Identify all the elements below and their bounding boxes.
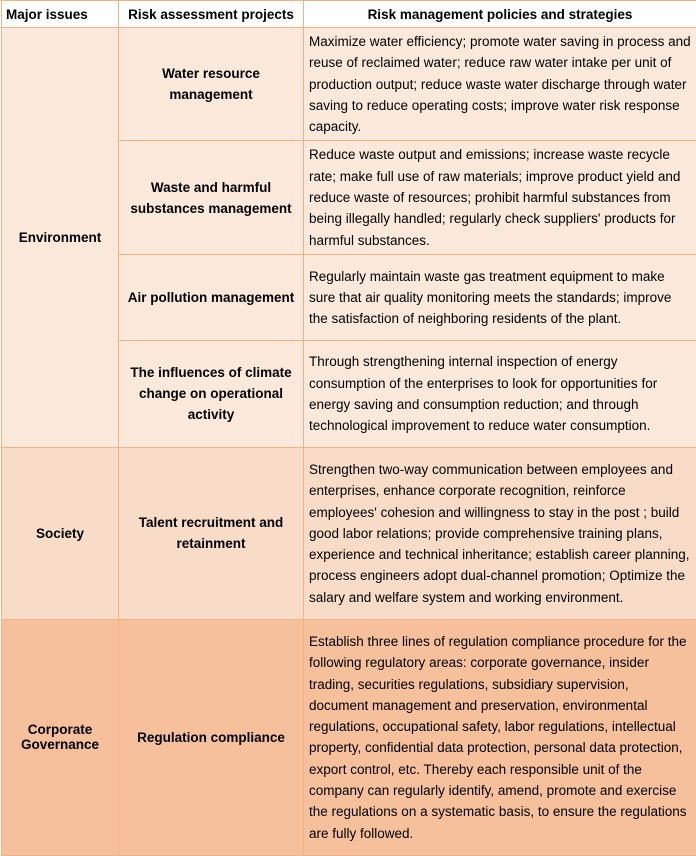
table-row <box>2 619 696 855</box>
table-row <box>2 447 696 619</box>
header-risk-projects: Risk assessment projects <box>119 1 304 28</box>
issue-corporate-governance: Corporate Governance <box>2 619 119 855</box>
issue-society: Society <box>2 447 119 619</box>
policy-cell: Through strengthening internal inspection of energy consumption of the enterprises to look for opportunities for energy saving and consumption reduction; and through technological improvement to reduce water consumption. <box>304 340 696 447</box>
table-row <box>2 28 696 141</box>
header-major-issues: Major issues <box>2 1 119 28</box>
header-policies: Risk management policies and strategies <box>304 1 696 28</box>
project-cell: The influences of climate change on operational activity <box>119 340 304 447</box>
project-cell: Regulation compliance <box>119 619 304 855</box>
project-cell: Air pollution management <box>119 254 304 340</box>
policy-cell: Strengthen two-way communication between employees and enterprises, enhance corporate recognition, reinforce employees' cohesion and willingness to stay in the post ; build good labor relations; provide comprehensive training plans, experience and technical inheritance; establish career planning, process engineers adopt dual-channel promotion; Optimize the salary and welfare system and working environment. <box>304 447 696 619</box>
policy-cell: Regularly maintain waste gas treatment equipment to make sure that air quality monitoring meets the standards; improve the satisfaction of neighboring residents of the plant. <box>304 254 696 340</box>
issue-environment: Environment <box>2 28 119 448</box>
project-cell: Waste and harmful substances management <box>119 141 304 254</box>
policy-cell: Maximize water efficiency; promote water saving in process and reuse of reclaimed water; reduce raw water intake per unit of production output; reduce waste water discharge through water saving to reduce operating costs; improve water risk response capacity. <box>304 28 696 141</box>
project-cell: Water resource management <box>119 28 304 141</box>
risk-management-table <box>1 0 696 856</box>
policy-cell: Reduce waste output and emissions; increase waste recycle rate; make full use of raw materials; improve product yield and reduce waste of resources; prohibit harmful substances from being illegally handled; regularly check suppliers' products for harmful substances. <box>304 141 696 254</box>
header-row <box>2 1 696 28</box>
project-cell: Talent recruitment and retainment <box>119 447 304 619</box>
policy-cell: Establish three lines of regulation compliance procedure for the following regulatory areas: corporate governance, insider trading, securities regulations, subsidiary supervision, document management and preservation, environmental regulations, occupational safety, labor regulations, intellectual property, confidential data protection, personal data protection, export control, etc. Thereby each responsible unit of the company can regularly identify, amend, promote and exercise the regulations on a systematic basis, to ensure the regulations are fully followed. <box>304 619 696 855</box>
